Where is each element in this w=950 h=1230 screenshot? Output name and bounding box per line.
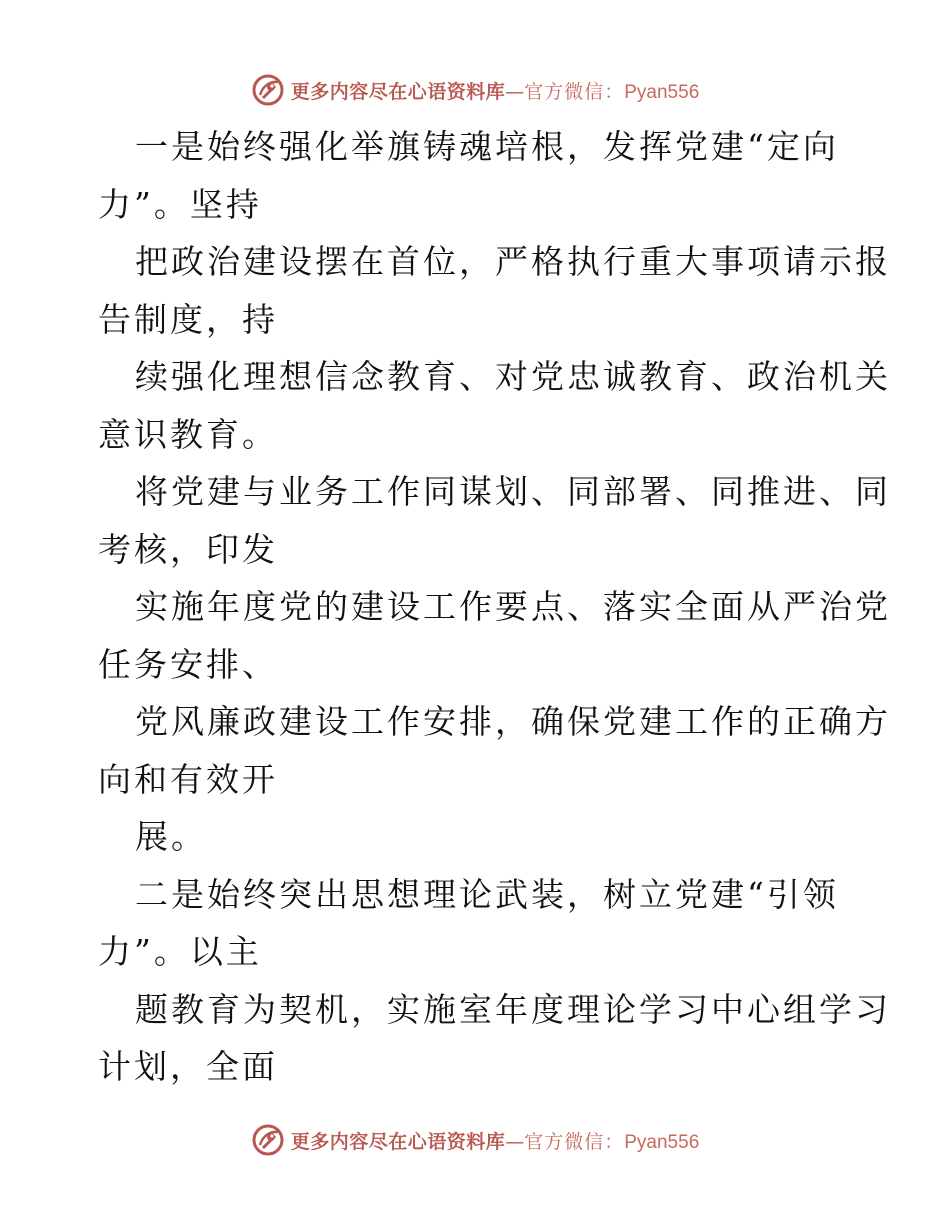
banner-dash: — bbox=[505, 1130, 525, 1153]
text-line: 二是始终突出思想理论武装，树立党建“引领 bbox=[135, 874, 839, 914]
banner-wechat-label: 官方微信： bbox=[524, 1130, 625, 1153]
text-line: 展。 bbox=[135, 817, 207, 856]
text-line: 任务安排、 bbox=[98, 644, 278, 684]
document-body bbox=[98, 118, 891, 1096]
banner-wechat-label: 官方微信： bbox=[524, 80, 625, 103]
text-line: 将党建与业务工作同谋划、同部署、同推进、同 bbox=[135, 472, 891, 511]
banner-text bbox=[291, 77, 700, 104]
text-line: 一是始终强化举旗铸魂培根，发挥党建“定向 bbox=[135, 127, 839, 166]
text-line: 考核，印发 bbox=[98, 529, 278, 569]
banner-main-text: 更多内容尽在心语资料库 bbox=[290, 80, 506, 103]
banner-main-text: 更多内容尽在心语资料库 bbox=[290, 1130, 506, 1153]
text-line: 实施年度党的建设工作要点、落实全面从严治党 bbox=[135, 587, 891, 626]
banner-wechat-id: Pyan556 bbox=[624, 81, 700, 103]
text-line: 计划，全面 bbox=[98, 1047, 278, 1086]
banner-dash: — bbox=[505, 80, 525, 103]
footer-banner bbox=[0, 1120, 950, 1160]
header-banner bbox=[0, 70, 950, 110]
text-line: 党风廉政建设工作安排，确保党建工作的正确方 bbox=[135, 702, 891, 741]
text-line: 题教育为契机，实施室年度理论学习中心组学习 bbox=[135, 989, 891, 1029]
text-line: 意识教育。 bbox=[98, 414, 278, 454]
rose-seal-icon bbox=[251, 1123, 285, 1157]
text-line: 力”。以主 bbox=[98, 932, 262, 971]
text-line: 向和有效开 bbox=[98, 759, 278, 799]
rose-seal-icon bbox=[251, 73, 285, 107]
text-line: 告制度，持 bbox=[98, 299, 278, 339]
text-line: 力”。坚持 bbox=[98, 184, 262, 224]
banner-wechat-id: Pyan556 bbox=[624, 1131, 700, 1153]
text-line: 把政治建设摆在首位，严格执行重大事项请示报 bbox=[135, 242, 891, 281]
text-line: 续强化理想信念教育、对党忠诚教育、政治机关 bbox=[135, 357, 891, 396]
banner-text bbox=[291, 1127, 700, 1154]
